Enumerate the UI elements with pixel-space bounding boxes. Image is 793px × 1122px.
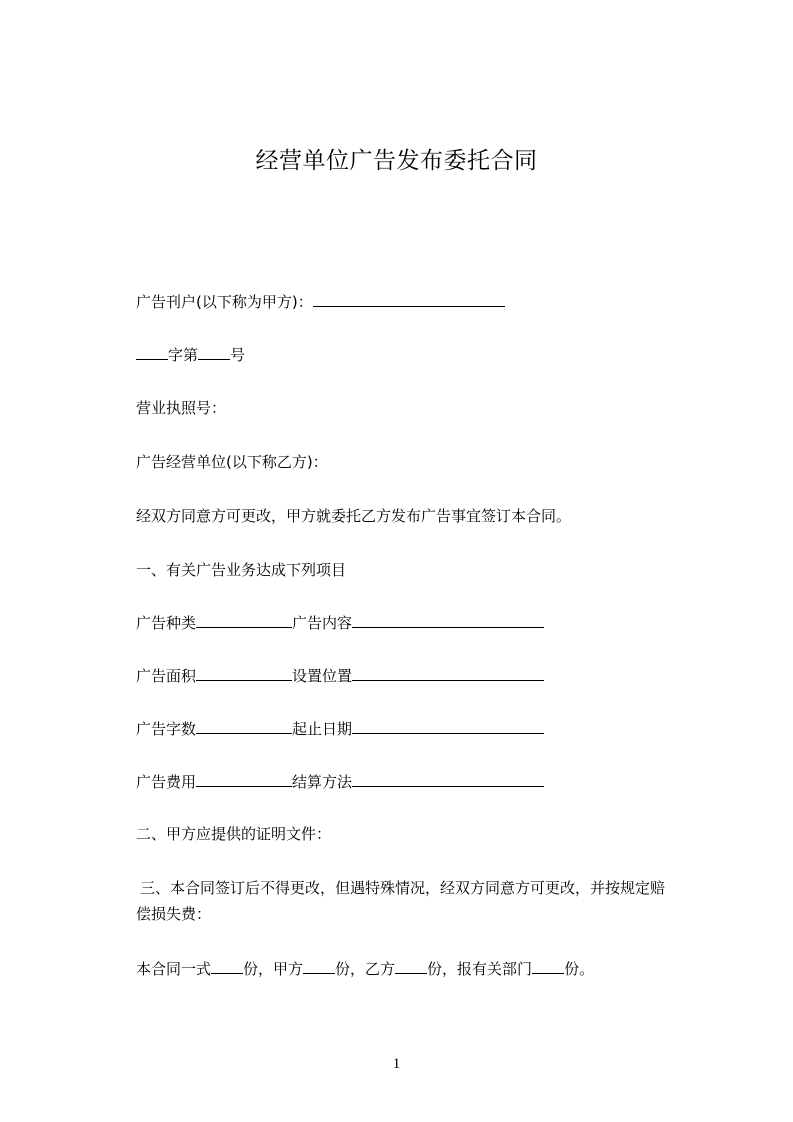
agreement-line: 经双方同意方可更改，甲方就委托乙方发布广告事宜签订本合同。	[136, 507, 572, 525]
ad-area-row	[136, 665, 544, 686]
word-count-row	[136, 718, 544, 739]
dates-blank[interactable]	[352, 718, 544, 734]
ad-type-blank[interactable]	[196, 612, 292, 628]
copies-total-blank[interactable]	[211, 958, 243, 974]
section-2-heading: 二、甲方应提供的证明文件：	[136, 825, 332, 843]
copies-label-4: 份，报有关部门	[427, 960, 533, 978]
publisher-blank[interactable]	[313, 291, 505, 307]
ad-content-blank[interactable]	[352, 612, 544, 628]
section-3-line-1: 三、本合同签订后不得更改，但遇特殊情况，经双方同意方可更改，并按规定赔	[140, 879, 666, 897]
copies-label-2: 份，甲方	[243, 960, 304, 978]
hao-label: 号	[230, 346, 246, 364]
copies-label-5: 份。	[564, 960, 595, 978]
section-1-heading: 一、有关广告业务达成下列项目	[136, 561, 347, 579]
ad-area-blank[interactable]	[196, 665, 292, 681]
document-title: 经营单位广告发布委托合同	[255, 148, 538, 174]
fee-label: 广告费用	[136, 773, 197, 791]
license-line: 营业执照号：	[136, 399, 227, 417]
word-count-label: 广告字数	[136, 720, 197, 738]
copies-label-1: 本合同一式	[136, 960, 212, 978]
ad-content-label: 广告内容	[292, 614, 353, 632]
copies-label-3: 份，乙方	[335, 960, 396, 978]
copies-party-a-blank[interactable]	[303, 958, 335, 974]
settlement-blank[interactable]	[352, 771, 544, 787]
dates-label: 起止日期	[292, 720, 353, 738]
agency-line: 广告经营单位(以下称乙方)：	[136, 453, 328, 471]
settlement-label: 结算方法	[292, 773, 353, 791]
copies-party-b-blank[interactable]	[395, 958, 427, 974]
zi-label: 字第	[168, 346, 199, 364]
zi-blank[interactable]	[136, 344, 168, 360]
document-number-line	[136, 344, 245, 365]
publisher-label: 广告刊户(以下称为甲方)：	[136, 293, 313, 311]
section-3-line-2: 偿损失费：	[136, 905, 212, 923]
word-count-blank[interactable]	[196, 718, 292, 734]
copies-line	[136, 958, 594, 979]
position-label: 设置位置	[292, 667, 353, 685]
publisher-line	[136, 291, 505, 312]
page-number: 1	[392, 1056, 401, 1072]
ad-type-row	[136, 612, 544, 633]
fee-blank[interactable]	[196, 771, 292, 787]
copies-department-blank[interactable]	[532, 958, 564, 974]
hao-blank[interactable]	[198, 344, 230, 360]
ad-area-label: 广告面积	[136, 667, 197, 685]
ad-type-label: 广告种类	[136, 614, 197, 632]
position-blank[interactable]	[352, 665, 544, 681]
fee-row	[136, 771, 544, 792]
